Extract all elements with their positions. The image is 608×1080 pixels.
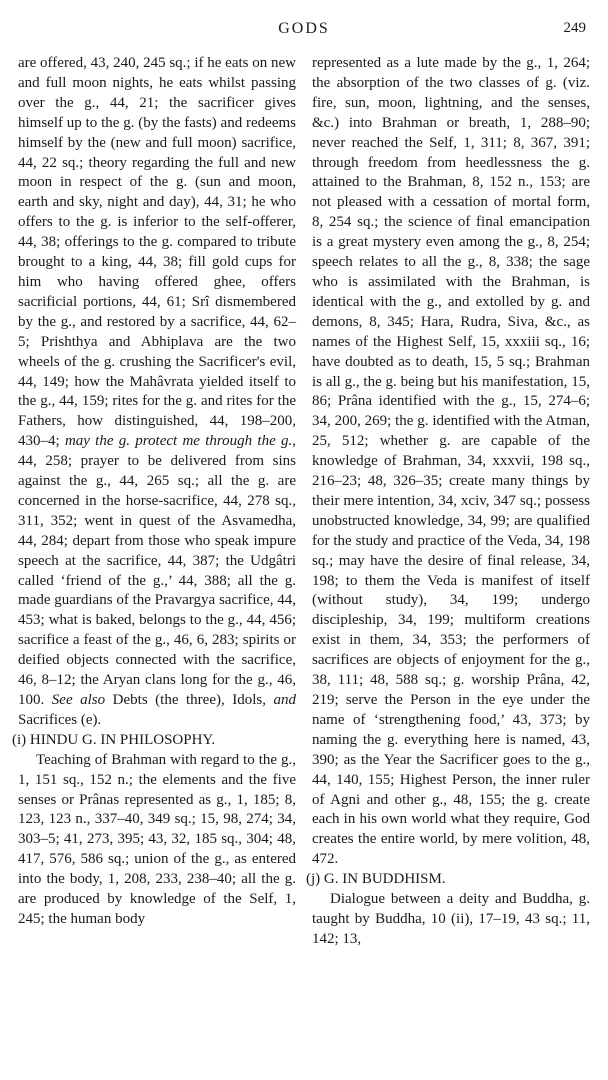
section-label: (j) [306,871,321,888]
entry-text: Teaching of Brahman with regard to the g., 1, 151 sq., 152 n.; the elements and the five senses or Prânas represented as g., 1, 185; 8, 123, 123 n., 337–40, 349 sq.; 15, 98, 274; 34, 303–5; 41, 273, 395; 43, 32, 185 sq., 304; 48, 417, 576, 586 sq.; union of the g., as entered into the body, 1, 208, 233, 238–40; all the g. are produced by knowledge of the Self, 1, 245; the human body [18,751,296,927]
running-title: GODS [278,20,330,37]
left-column [12,54,297,930]
section-heading-j [306,870,590,890]
index-entry-text [312,890,590,950]
page-number: 249 [563,20,586,36]
index-entry-text [18,54,296,731]
italic-quote: may the g. protect me through the g., [64,433,297,450]
index-columns [0,54,608,1074]
section-label: (i) [12,731,27,748]
section-heading-i [12,731,296,751]
index-entry-text [18,751,296,930]
page-header [0,16,608,42]
entry-text: are offered, 43, 240, 245 sq.; if he eats on new and full moon nights, he eats whilst passing over the g., 44, 21; the sacrificer gives himself up to the g. (by the fasts) and redeems himself by the (new and full moon) sacrifice, 44, 22 sq.; theory regarding the full and new moon in respect of the g. (sun and moon, earth and sky, night and day), 44, 31; he who offers to the g. is inferior to the self-offerer, 44, 38; offerings to the g. compared to tribute brought to a king, 44, 38; fill gold cups for him who having offered ghee, offers sacrificial portions, 44, 61; Srî dismembered by the g., and restored by a sacrifice, 44, 62–5; Prishthya and Abhiplava are the two wheels of the g. crushing the Sacrificer's evil, 44, 149; how the Mahâvrata yielded itself to the g., 44, 159; rites for the g. and rites for the Fathers, how distinguished, 44, 198–200, 430–4; [18,55,296,450]
index-entry-text [312,54,590,870]
entry-text: 44, 258; prayer to be delivered from sins against the g., 44, 265 sq.; all the g. are concerned in the horse-sacrifice, 44, 278 sq., 311, 352; went in quest of the Asvamedha, 44, 284; depart from those who speak impure speech at the sacrifice, 44, 387; the Udgâtri called ‘friend of the g.,’ 44, 388; all the g. made guardians of the Pravargya sacrifice, 44, 453; what is baked, belongs to the g., 44, 456; sacrifice a feast of the g., 46, 6, 283; spirits or deified objects connected with the sacrifice, 46, 8–12; the Aryan clans long for the g., 46, 100. [18,453,296,708]
see-also-label: See also [51,692,106,708]
entry-text: represented as a lute made by the g., 1, 264; the absorption of the two classes of g. (viz. fire, sun, moon, lightning, and the senses, &c.) into Brahman or breath, 1, 288–90; never reached the Self, 1, 311; 8, 367, 391; through freedom from heedlessness the g. attained to the Brahman, 8, 152 n., 153; are not pleased with a cessation of mortal form, 8, 254 sq.; the science of final emancipation is a great mystery even among the g., 8, 254; speech relates to all the g., 8, 338; the sage who is assimilated with the Brahman, is identical with the g., and extolled by g. and demons, 8, 345; Hara, Rudra, Siva, &c., as names of the Highest Self, 15, xxxiii sq., 16; have doubted as to death, 15, 5 sq.; Brahman is all g., the g. being but his manifestation, 15, 86; Prâna identified with the g., 15, 274–6; 34, 200, 269; the g. identified with the Atman, 25, 512; whether g. are capable of the knowledge of Brahman, 34, xxxvii, 198 sq., 216–23; 48, 326–35; create many things by their mere intention, 34, xciv, 347 sq.; possess unobstructed knowledge, 34, 99; are qualified for the study and practice of the Veda, 34, 198 sq.; may have the desire of final release, 34, 198; to them the Veda is manifest of itself (without study), 34, 199; undergo discipleship, 34, 199; multiform creations exist in them, 34, 353; the performers of sacrifices are objects of enjoyment for the g., 38, 111; 48, 588 sq.; g. worship Prâna, 42, 219; serve the Person in the eye under the name of ‘strengthening food,’ 43, 373; by naming the g. everything here is named, 43, 390; as the Year the Sacrificer goes to the g., 44, 140, 155; Highest Person, the inner ruler of Agni and other g., 48, 155; the g. create each in his own world what they require, God creates the entire world, by mere volition, 48, 472. [312,55,590,868]
see-also-end: Sacrifices (e). [18,711,102,728]
right-column [306,54,590,950]
and-label: and [273,692,297,708]
section-title: G. IN BUDDHISM. [323,871,446,888]
entry-text: Dialogue between a deity and Buddha, g. taught by Buddha, 10 (ii), 17–19, 43 sq.; 11, 142; 13, [312,891,590,947]
see-also-text: Debts (the three), Idols, [112,692,266,708]
section-title: HINDU G. IN PHILOSOPHY. [29,731,216,748]
